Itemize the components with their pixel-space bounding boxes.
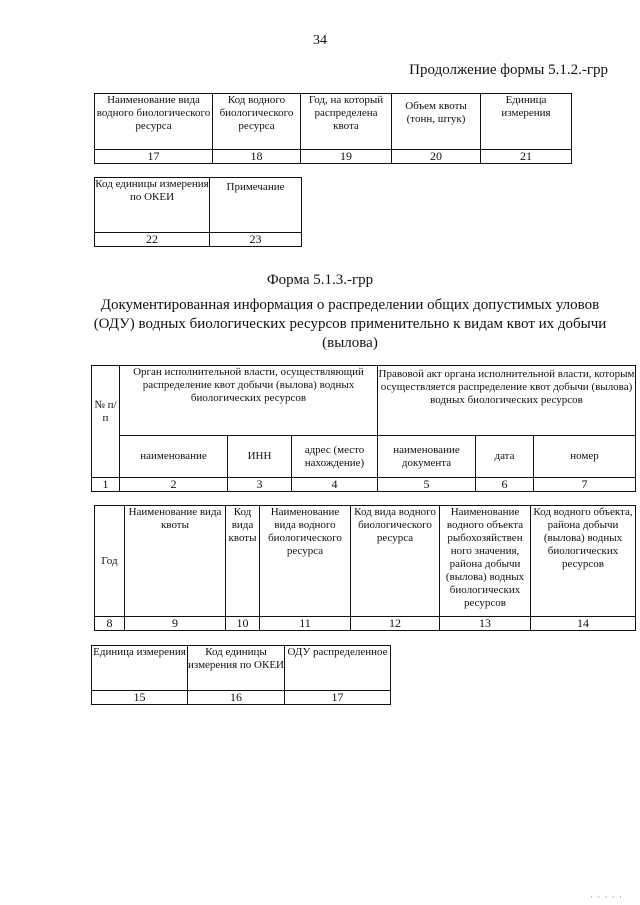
column-number: 17 xyxy=(95,150,213,164)
column-number: 19 xyxy=(301,150,392,164)
column-number: 12 xyxy=(351,617,440,631)
column-number: 17 xyxy=(285,691,391,705)
column-number: 15 xyxy=(92,691,188,705)
page-number: 34 xyxy=(313,33,327,48)
header-executive-authority: Орган исполнительной власти, осуществляющий распределение квот добычи (вылова) водных биологических ресурсов xyxy=(120,366,378,436)
subheader-date: дата xyxy=(476,436,534,478)
header-legal-act: Правовой акт органа исполнительной власти, которым осуществляется распределение квот добычи (вылова) водных биологических ресурсов xyxy=(378,366,636,436)
header-water-object-name: Наименование водного объекта рыбохозяйствен ного значения, района добычи (вылова) водных биологических ресурсов xyxy=(440,506,531,617)
header-okei-unit-code: Код единицы измерения по ОКЕИ xyxy=(95,178,210,233)
document-title: Документированная информация о распределении общих допустимых уловов (ОДУ) водных биологических ресурсов применительно к видам квот их добычи (вылова) xyxy=(93,297,607,351)
subheader-address: адрес (место нахождение) xyxy=(292,436,378,478)
subheader-inn: ИНН xyxy=(228,436,292,478)
header-bio-resource-type-name: Наименование вида водного биологического ресурса xyxy=(260,506,351,617)
column-number: 2 xyxy=(120,478,228,492)
column-number: 16 xyxy=(188,691,285,705)
column-number: 7 xyxy=(534,478,636,492)
header-quota-year: Год, на который распределена квота xyxy=(301,94,392,150)
header-quota-type-name: Наименование вида квоты xyxy=(125,506,226,617)
column-number: 3 xyxy=(228,478,292,492)
column-number: 11 xyxy=(260,617,351,631)
header-bio-resource-type-code: Код вида водного биологического ресурса xyxy=(351,506,440,617)
subheader-authority-name: наименование xyxy=(120,436,228,478)
header-row-number: № п/п xyxy=(92,366,120,478)
header-note: Примечание xyxy=(210,178,302,233)
header-bio-resource-code: Код водного биологического ресурса xyxy=(213,94,301,150)
column-number: 23 xyxy=(210,233,302,247)
column-number: 8 xyxy=(95,617,125,631)
header-unit: Единица измерения xyxy=(92,646,188,691)
header-year: Год xyxy=(95,506,125,617)
header-quota-type-code: Код вида квоты xyxy=(226,506,260,617)
subheader-document-name: наименование документа xyxy=(378,436,476,478)
column-number: 10 xyxy=(226,617,260,631)
table-form-5-1-3-part3 xyxy=(91,645,391,705)
header-water-object-code: Код водного объекта, района добычи (вылова) водных биологических ресурсов xyxy=(531,506,636,617)
header-quota-volume: Объем квоты (тонн, штук) xyxy=(392,94,481,150)
form-title: Форма 5.1.3.-грр xyxy=(266,272,374,288)
header-okei-unit-code: Код единицы измерения по ОКЕИ xyxy=(188,646,285,691)
column-number: 18 xyxy=(213,150,301,164)
header-odu-distributed: ОДУ распределенное xyxy=(285,646,391,691)
column-number: 4 xyxy=(292,478,378,492)
table-form-5-1-3-part2 xyxy=(94,505,636,631)
table-form-5-1-2-part2 xyxy=(94,177,302,247)
column-number: 21 xyxy=(481,150,572,164)
column-number: 22 xyxy=(95,233,210,247)
scan-artifact: · · · · · xyxy=(590,892,623,902)
continuation-title: Продолжение формы 5.1.2.-грр xyxy=(409,62,608,78)
column-number: 14 xyxy=(531,617,636,631)
header-bio-resource-name: Наименование вида водного биологического ресурса xyxy=(95,94,213,150)
table-form-5-1-3-part1 xyxy=(91,365,636,492)
column-number: 1 xyxy=(92,478,120,492)
column-number: 9 xyxy=(125,617,226,631)
subheader-number: номер xyxy=(534,436,636,478)
header-unit: Единица измерения xyxy=(481,94,572,150)
column-number: 5 xyxy=(378,478,476,492)
column-number: 6 xyxy=(476,478,534,492)
column-number: 13 xyxy=(440,617,531,631)
table-form-5-1-2-part1 xyxy=(94,93,572,164)
column-number: 20 xyxy=(392,150,481,164)
